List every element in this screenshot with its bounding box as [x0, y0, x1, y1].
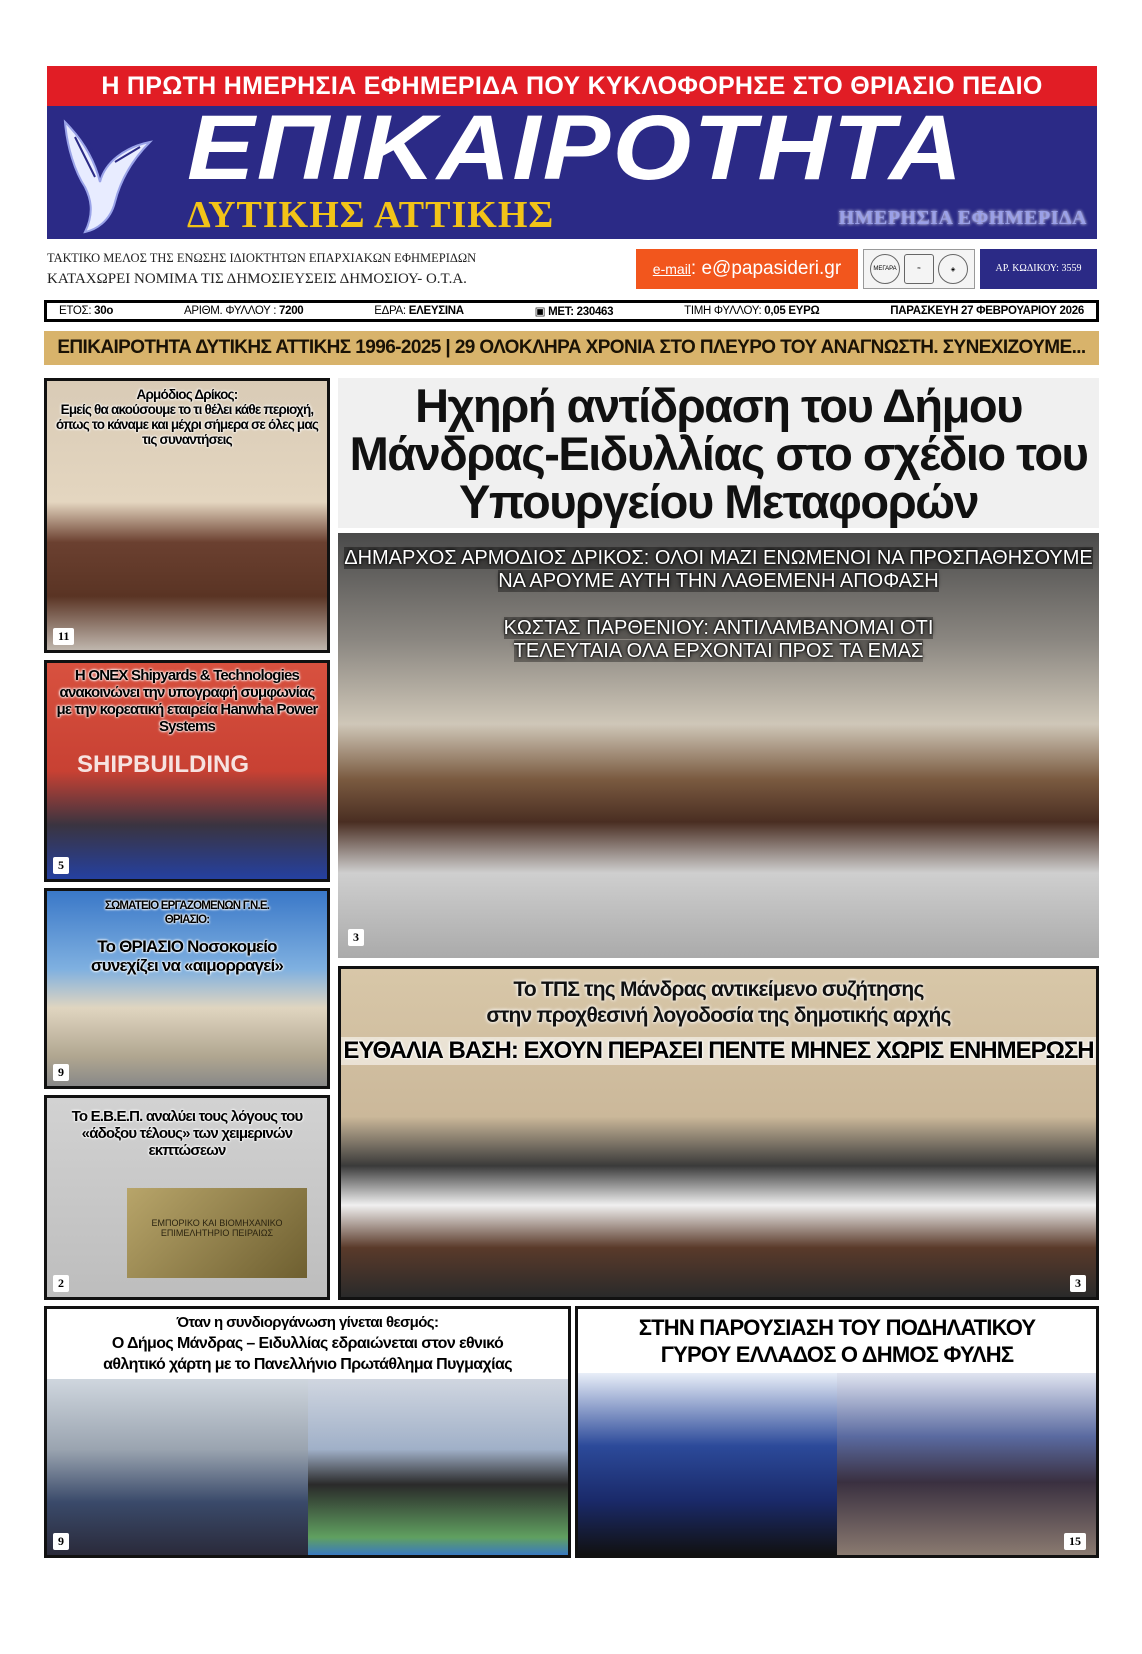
cycling-article[interactable] — [575, 1306, 1099, 1558]
megara-seal-icon: ΜΕΓΑΡΑ — [870, 254, 900, 284]
issue-seat: ΕΔΡΑ: ΕΛΕΥΣΙΝΑ — [374, 305, 464, 317]
cycling-title-2: ΓΥΡΟΥ ΕΛΛΑΔΟΣ Ο ΔΗΜΟΣ ΦΥΛΗΣ — [660, 1342, 1014, 1367]
membership-info — [47, 248, 476, 290]
masthead — [47, 106, 1097, 239]
page-ref: 11 — [53, 628, 74, 645]
council-room-photo — [338, 533, 1099, 958]
side-2-title: Η ONEX Shipyards & Technologies ανακοινώνει την υπογραφή συμφωνίας με την κορεατική εταιρεία Hanwha Power Systems — [56, 667, 318, 735]
lines-seal-icon: ≈ — [904, 254, 934, 284]
member-line: ΤΑΚΤΙΚΟ ΜΕΛΟΣ ΤΗΣ ΕΝΩΣΗΣ ΙΔΙΟΚΤΗΤΩΝ ΕΠΑΡΧΙΑΚΩΝ ΕΦΗΜΕΡΙΔΩΝ — [47, 251, 477, 265]
page-ref: 3 — [1070, 1275, 1086, 1292]
boxing-kicker: Όταν η συνδιοργάνωση γίνεται θεσμός: — [176, 1314, 439, 1331]
email-address[interactable]: e@papasideri.gr — [701, 258, 842, 279]
officials-photo — [308, 1379, 569, 1555]
side-article-2[interactable] — [44, 660, 330, 882]
page-ref: 5 — [53, 857, 69, 874]
code-number: ΑΡ. ΚΩΔΙΚΟΥ: 3559 — [980, 249, 1097, 289]
email-box[interactable]: e-mail: e@papasideri.gr — [636, 249, 858, 289]
page-ref: 9 — [53, 1064, 69, 1081]
gym-photo — [47, 1379, 308, 1555]
side-1-quote: Εμείς θα ακούσουμε το τι θέλει κάθε περιοχή, όπως το κάναμε και μέχρι σήμερα σε όλες μας τις συναντήσεις — [55, 402, 319, 447]
second-subtitle: Το ΤΠΣ της Μάνδρας αντικείμενο συζήτησης στην προχθεσινή λογοδοσία της δημοτικής αρχής — [486, 978, 951, 1027]
presentation-photo — [578, 1373, 837, 1555]
newspaper-type: ΗΜΕΡΗΣΙΑ ΕΦΗΜΕΡΙΔΑ — [838, 207, 1087, 229]
newspaper-title: ΕΠΙΚΑΙΡΟΤΗΤΑ — [187, 106, 965, 199]
issue-sheet: ΑΡΙΘΜ. ΦΥΛΛΟΥ : 7200 — [183, 305, 304, 317]
cycling-title-1: ΣΤΗΝ ΠΑΡΟΥΣΙΑΣΗ ΤΟΥ ΠΟΔΗΛΑΤΙΚΟΥ — [638, 1315, 1036, 1340]
issue-year: ΕΤΟΣ: 30ο — [59, 305, 114, 317]
issue-met: ▣ ΜΕΤ: 230463 — [534, 306, 614, 318]
main-headline[interactable]: Ηχηρή αντίδραση του Δήμου Μάνδρας-Ειδυλλίας στο σχέδιο του Υπουργείου Μεταφορών — [338, 378, 1099, 528]
seals — [863, 249, 975, 289]
main-photo-article[interactable] — [338, 533, 1099, 958]
second-headline: ΕΥΘΑΛΙΑ ΒΑΣΗ: ΕΧΟΥΝ ΠΕΡΑΣΕΙ ΠΕΝΤΕ ΜΗΝΕΣ ΧΩΡΙΣ ΕΝΗΜΕΡΩΣΗ — [341, 1037, 1096, 1065]
boxing-article[interactable] — [44, 1306, 571, 1558]
plaque-text: ΕΜΠΟΡΙΚΟ ΚΑΙ ΒΙΟΜΗΧΑΝΙΚΟ ΕΠΙΜΕΛΗΤΗΡΙΟ ΠΕΙΡΑΙΩΣ — [127, 1188, 307, 1278]
side-3-title: Το ΘΡΙΑΣΙΟ Νοσοκομείο συνεχίζει να «αιμορραγεί» — [90, 937, 284, 975]
email-label: e-mail — [652, 261, 691, 277]
issue-date: ΠΑΡΑΣΚΕΥΗ 27 ΦΕΒΡΟΥΑΡΙΟΥ 2026 — [890, 305, 1084, 317]
legal-line: ΚΑΤΑΧΩΡΕΙ ΝΟΜΙΜΑ ΤΙΣ ΔΗΜΟΣΙΕΥΣΕΙΣ ΔΗΜΟΣΙΟΥ- Ο.Τ.Α. — [47, 271, 467, 287]
anniversary-banner: ΕΠΙΚΑΙΡΟΤΗΤΑ ΔΥΤΙΚΗΣ ΑΤΤΙΚΗΣ 1996-2025 | 29 ΟΛΟΚΛΗΡΑ ΧΡΟΝΙΑ ΣΤΟ ΠΛΕΥΡΟ ΤΟΥ ΑΝΑΓΝΩΣΤΗ. ΣΥΝΕΧΙΖΟΥΜΕ... — [44, 331, 1099, 365]
side-1-speaker: Αρμόδιος Δρίκος: — [136, 387, 238, 402]
boxing-title-2: αθλητικό χάρτη με το Πανελλήνιο Πρωτάθλημα Πυγμαχίας — [103, 1356, 512, 1373]
page-ref: 15 — [1064, 1533, 1086, 1550]
page-ref: 3 — [348, 929, 364, 946]
side-3-kicker: ΣΩΜΑΤΕΙΟ ΕΡΓΑΖΟΜΕΝΩΝ Γ.Ν.Ε. ΘΡΙΑΣΙΟ: — [104, 900, 270, 926]
side-article-3[interactable] — [44, 888, 330, 1089]
mayor-quote: ΔΗΜΑΡΧΟΣ ΑΡΜΟΔΙΟΣ ΔΡΙΚΟΣ: ΟΛΟΙ ΜΑΖΙ ΕΝΩΜΕΝΟΙ ΝΑ ΠΡΟΣΠΑΘΗΣΟΥΜΕ ΝΑ ΑΡΟΥΜΕ ΑΥΤΗ ΤΗΝ ΛΑΘΕΜΕΝΗ ΑΠΟΦΑΣΗ — [344, 547, 1093, 592]
eagle-logo-icon — [55, 112, 155, 234]
side-article-4[interactable] — [44, 1095, 330, 1300]
issue-strip — [44, 300, 1099, 322]
second-article[interactable] — [338, 966, 1099, 1300]
side-4-title: Το Ε.Β.Ε.Π. αναλύει τους λόγους του «άδοξου τέλους» των χειμερινών εκπτώσεων — [71, 1108, 303, 1159]
union-seal-icon: ◈ — [938, 254, 968, 284]
tagline-bar: Η ΠΡΩΤΗ ΗΜΕΡΗΣΙΑ ΕΦΗΜΕΡΙΔΑ ΠΟΥ ΚΥΚΛΟΦΟΡΗΣΕ ΣΤΟ ΘΡΙΑΣΙΟ ΠΕΔΙΟ — [47, 66, 1097, 106]
page-ref: 2 — [53, 1275, 69, 1292]
partheniou-quote: ΚΩΣΤΑΣ ΠΑΡΘΕΝΙΟΥ: ΑΝΤΙΛΑΜΒΑΝΟΜΑΙ ΟΤΙ ΤΕΛΕΥΤΑΙΑ ΟΛΑ ΕΡΧΟΝΤΑΙ ΠΡΟΣ ΤΑ ΕΜΑΣ — [503, 617, 934, 662]
issue-price: ΤΙΜΗ ΦΥΛΛΟΥ: 0,05 ΕΥΡΩ — [684, 305, 820, 317]
audience-photo — [837, 1373, 1096, 1555]
photo-text: SHIPBUILDING — [77, 751, 250, 778]
boxing-title-1: Ο Δήμος Μάνδρας – Ειδυλλίας εδραιώνεται στον εθνικό — [111, 1335, 504, 1352]
newspaper-subtitle: ΔΥΤΙΚΗΣ ΑΤΤΙΚΗΣ — [187, 194, 555, 236]
page-ref: 9 — [53, 1533, 69, 1550]
side-article-1[interactable] — [44, 378, 330, 653]
